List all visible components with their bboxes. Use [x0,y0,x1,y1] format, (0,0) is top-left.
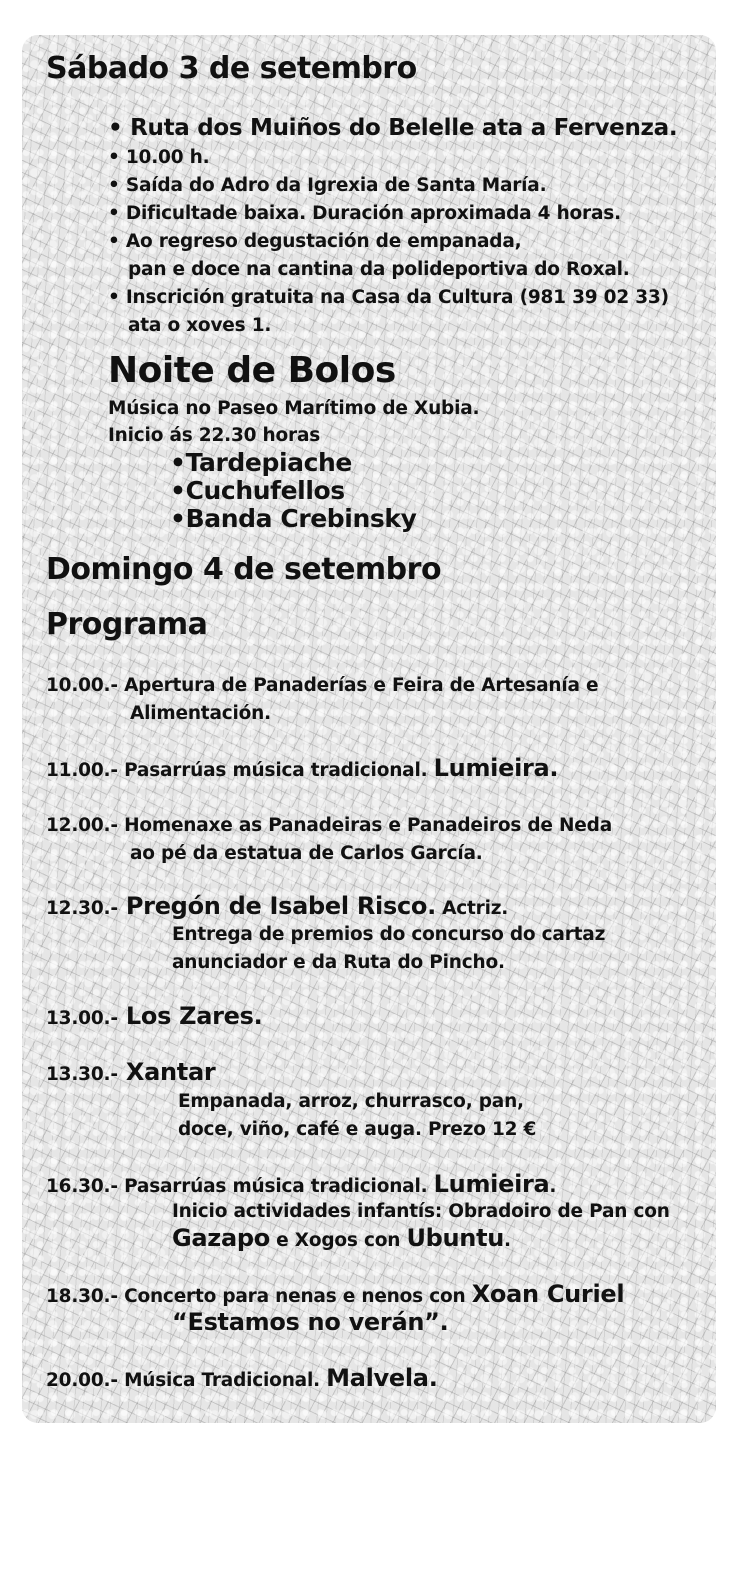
program-item-cont: “Estamos no verán”. [172,1308,449,1336]
program-highlight: Ubuntu [406,1224,505,1252]
program-text: Homenaxe as Panadeiras e Panadeiros de Neda [117,815,612,836]
saturday-bullet-time: • 10.00 h. [108,147,210,168]
saturday-bullet-tasting-cont: pan e doce na cantina da polideportiva do Roxal. [128,259,630,280]
program-item [46,815,612,836]
program-highlight: Los Zares. [117,1002,263,1030]
program-time: 10.00.- [46,675,118,696]
program-highlight: Pregón de Isabel Risco. [117,892,436,920]
program-item-cont: ao pé da estatua de Carlos García. [130,843,483,864]
program-time: 20.00.- [46,1370,118,1391]
program-item-cont: Entrega de premios do concurso do cartaz [172,924,606,945]
program-highlight: Lumieira. [433,754,559,782]
program-item [46,754,558,782]
program-item [46,675,598,696]
program-time: 13.00.- [46,1008,118,1029]
program-highlight: Xoan Curiel [471,1280,625,1308]
program-time: 18.30.- [46,1286,118,1307]
program-item [46,1002,262,1030]
program-highlight: Xantar [117,1058,216,1086]
program-text: Música Tradicional. [117,1370,327,1391]
program-text: Actriz. [435,898,509,919]
program-time: 13.30.- [46,1064,118,1085]
noite-venue: Música no Paseo Marítimo de Xubia. [108,398,480,419]
program-text: e Xogos con [269,1230,407,1251]
sunday-heading: Domingo 4 de setembro [46,552,442,587]
noite-start: Inicio ás 22.30 horas [108,425,321,446]
program-time: 16.30.- [46,1176,118,1197]
program-highlight: Gazapo [172,1224,270,1252]
noite-band: •Banda Crebinsky [170,504,417,533]
program-item-cont: Inicio actividades infantís: Obradoiro de Pan con [172,1201,670,1222]
program-item [46,1280,624,1308]
program-item-cont [172,1224,511,1252]
program-time: 12.30.- [46,898,118,919]
program-time: 11.00.- [46,760,118,781]
saturday-heading: Sábado 3 de setembro [46,51,417,86]
program-text: Apertura de Panaderías e Feira de Artesanía e [117,675,599,696]
program-item [46,1170,556,1198]
saturday-bullet-difficulty: • Dificultade baixa. Duración aproximada 4 horas. [108,203,621,224]
program-text: . [549,1176,557,1197]
saturday-bullet-registration: • Inscrición gratuita na Casa da Cultura (981 39 02 33) [108,287,669,308]
program-item [46,1364,438,1392]
program-highlight: Lumieira [433,1170,550,1198]
program-item-cont: Empanada, arroz, churrasco, pan, [178,1091,524,1112]
programa-heading: Programa [46,607,208,642]
saturday-bullet-route: • Ruta dos Muiños do Belelle ata a Fervenza. [108,115,678,141]
noite-title: Noite de Bolos [108,350,396,391]
saturday-bullet-tasting: • Ao regreso degustación de empanada, [108,231,522,252]
program-text: . [504,1230,511,1251]
program-item-cont: doce, viño, café e auga. Prezo 12 € [178,1119,537,1140]
program-item-cont: Alimentación. [130,703,271,724]
noite-band: •Cuchufellos [170,476,345,505]
program-text: Pasarrúas música tradicional. [117,760,434,781]
noite-band: •Tardepiache [170,448,352,477]
program-item [46,1058,215,1086]
saturday-bullet-registration-cont: ata o xoves 1. [128,315,272,336]
saturday-bullet-start: • Saída do Adro da Igrexia de Santa María. [108,175,547,196]
program-text: Concerto para nenas e nenos con [117,1286,472,1307]
program-text: Pasarrúas música tradicional. [117,1176,434,1197]
program-item-cont: anunciador e da Ruta do Pincho. [172,952,505,973]
program-highlight: Malvela. [326,1364,438,1392]
program-time: 12.00.- [46,815,118,836]
program-item [46,892,508,920]
